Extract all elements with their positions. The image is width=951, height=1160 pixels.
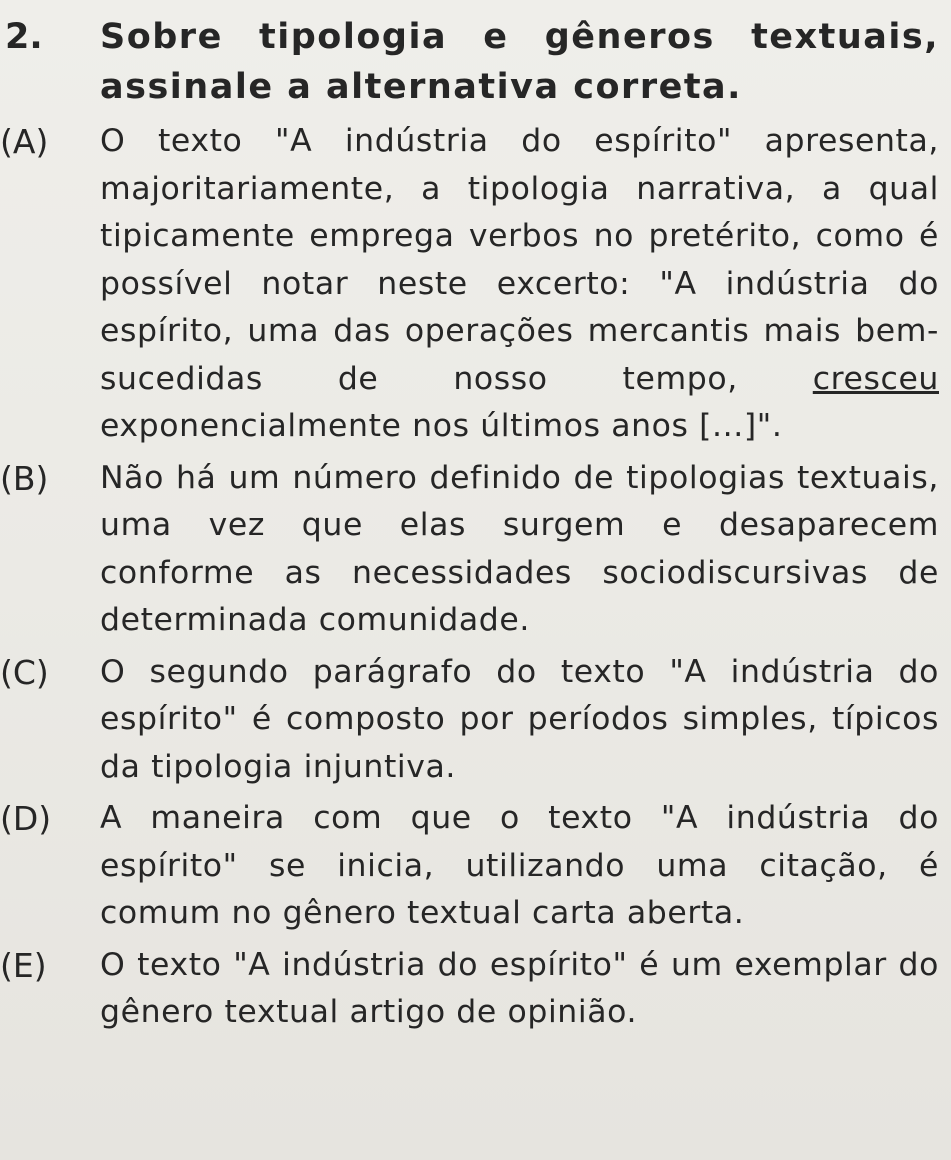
option-a-text-after: exponencialmente nos últimos anos [...]".	[100, 408, 783, 444]
question-stem: Sobre tipologia e gêneros textuais, assinale a alternativa correta.	[100, 17, 939, 107]
option-a-text	[100, 118, 939, 451]
option-d-letter: (D)	[0, 799, 52, 838]
question-header	[0, 12, 939, 112]
question-number: 2.	[5, 17, 43, 57]
option-c-letter: (C)	[0, 652, 49, 692]
option-b[interactable]	[0, 455, 939, 645]
option-e-text: O texto "A indústria do espírito" é um exemplar do gênero textual artigo de opinião.	[100, 946, 939, 1030]
option-a-underlined-word: cresceu	[812, 360, 939, 397]
option-a-text-before: O texto "A indústria do espírito" apresenta, majoritariamente, a tipologia narrativa, a qual tipicamente emprega verbos no pretérito, como é possível notar neste excerto: "A indústria do espírito, uma das operações mercantis mais bem-sucedidas de nosso tempo,	[100, 123, 939, 397]
option-c-text: O segundo parágrafo do texto "A indústria do espírito" é composto por períodos simples, típicos da tipologia injuntiva.	[100, 653, 939, 785]
option-e-letter: (E)	[0, 945, 47, 985]
option-c[interactable]	[0, 649, 939, 792]
option-a-letter: (A)	[0, 122, 49, 161]
option-a[interactable]	[0, 118, 939, 451]
option-d-text: A maneira com que o texto "A indústria do espírito" se inicia, utilizando uma citação, é comum no gênero textual carta aberta.	[100, 800, 939, 931]
option-b-text: Não há um número definido de tipologias textuais, uma vez que elas surgem e desaparecem conforme as necessidades sociodiscursivas de determinada comunidade.	[100, 459, 939, 638]
option-b-letter: (B)	[0, 458, 49, 498]
option-e[interactable]	[0, 942, 939, 1037]
option-d[interactable]	[0, 795, 939, 938]
